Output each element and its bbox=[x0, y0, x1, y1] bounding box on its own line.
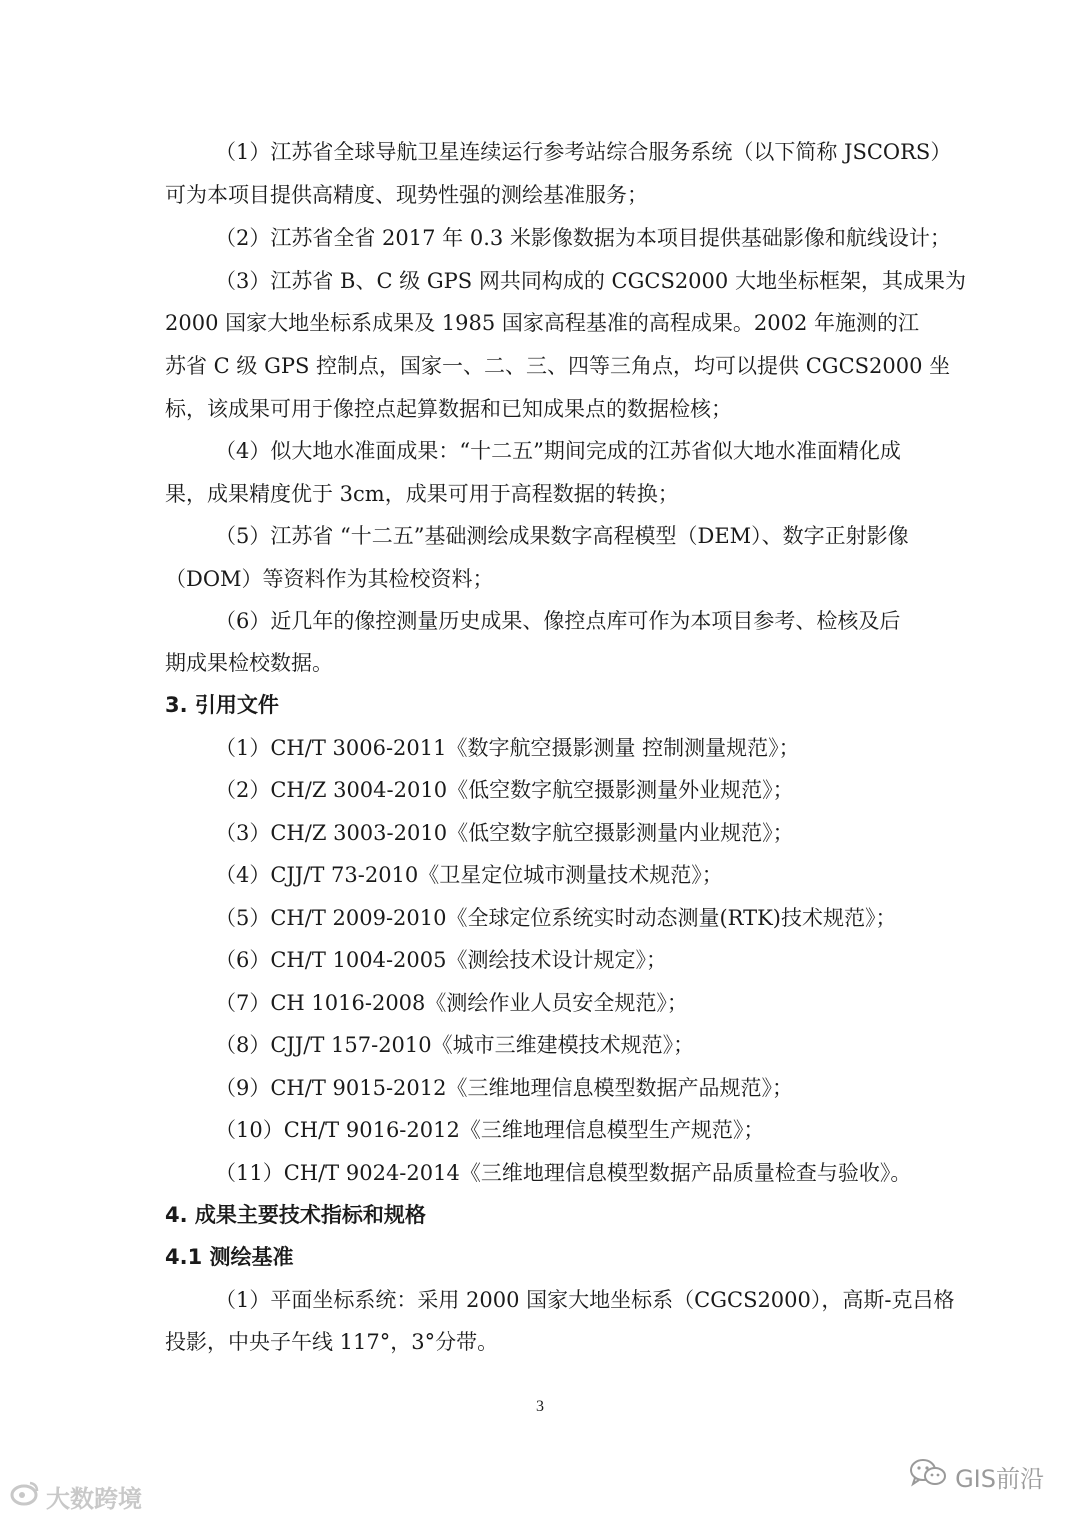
reference-item: （2）CH/Z 3004-2010《低空数字航空摄影测量外业规范》； bbox=[215, 778, 794, 802]
reference-item: （11）CH/T 9024-2014《三维地理信息模型数据产品质量检查与验收》。 bbox=[215, 1161, 912, 1185]
paragraph-line: 苏省 C 级 GPS 控制点，国家一、二、三、四等三角点，均可以提供 CGCS2000 坐 bbox=[165, 354, 951, 378]
paragraph-line: （1）平面坐标系统：采用 2000 国家大地坐标系（CGCS2000），高斯-克吕格 bbox=[215, 1288, 955, 1312]
paragraph-line: 2000 国家大地坐标系成果及 1985 国家高程基准的高程成果。2002 年施测的江 bbox=[165, 311, 920, 335]
wechat-icon bbox=[909, 1458, 947, 1494]
watermark-right-text: GIS前沿 bbox=[955, 1464, 1044, 1493]
paragraph-line: （1）江苏省全球导航卫星连续运行参考站综合服务系统（以下简称 JSCORS） bbox=[215, 140, 952, 164]
reference-item: （3）CH/Z 3003-2010《低空数字航空摄影测量内业规范》； bbox=[215, 821, 794, 845]
reference-item: （1）CH/T 3006-2011《数字航空摄影测量 控制测量规范》； bbox=[215, 736, 800, 760]
paragraph-line: 投影，中央子午线 117°，3°分带。 bbox=[165, 1330, 499, 1354]
page-number: 3 bbox=[536, 1398, 544, 1415]
paragraph-line: 标，该成果可用于像控点起算数据和已知成果点的数据检核； bbox=[165, 397, 732, 421]
section-heading: 3. 引用文件 bbox=[165, 693, 279, 717]
paragraph-line: （5）江苏省 “十二五”基础测绘成果数字高程模型（DEM）、数字正射影像 bbox=[215, 524, 909, 548]
section-heading: 4. 成果主要技术指标和规格 bbox=[165, 1203, 426, 1227]
subsection-heading: 4.1 测绘基准 bbox=[165, 1245, 294, 1269]
paragraph-line: 果，成果精度优于 3cm，成果可用于高程数据的转换； bbox=[165, 482, 679, 506]
paragraph-line: 可为本项目提供高精度、现势性强的测绘基准服务； bbox=[165, 183, 648, 207]
reference-item: （9）CH/T 9015-2012《三维地理信息模型数据产品规范》； bbox=[215, 1076, 793, 1100]
reference-item: （7）CH 1016-2008《测绘作业人员安全规范》； bbox=[215, 991, 688, 1015]
watermark-right bbox=[909, 1458, 1044, 1494]
reference-item: （10）CH/T 9016-2012《三维地理信息模型生产规范》； bbox=[215, 1118, 765, 1142]
reference-item: （6）CH/T 1004-2005《测绘技术设计规定》； bbox=[215, 948, 667, 972]
reference-item: （4）CJJ/T 73-2010《卫星定位城市测量技术规范》； bbox=[215, 863, 723, 887]
paragraph-line: （DOM）等资料作为其检校资料； bbox=[165, 567, 494, 591]
paragraph-line: 期成果检校数据。 bbox=[165, 651, 333, 675]
paragraph-line: （6）近几年的像控测量历史成果、像控点库可作为本项目参考、检核及后 bbox=[215, 609, 901, 633]
paragraph-line: （2）江苏省全省 2017 年 0.3 米影像数据为本项目提供基础影像和航线设计； bbox=[215, 226, 951, 250]
watermark-left bbox=[10, 1478, 142, 1514]
reference-item: （5）CH/T 2009-2010《全球定位系统实时动态测量(RTK)技术规范》； bbox=[215, 906, 897, 930]
weibo-style-logo-icon bbox=[10, 1480, 40, 1512]
paragraph-line: （4）似大地水准面成果：“十二五”期间完成的江苏省似大地水准面精化成 bbox=[215, 439, 901, 463]
watermark-left-text: 大数跨境 bbox=[46, 1484, 142, 1513]
paragraph-line: （3）江苏省 B、C 级 GPS 网共同构成的 CGCS2000 大地坐标框架，其成果为 bbox=[215, 269, 966, 293]
reference-item: （8）CJJ/T 157-2010《城市三维建模技术规范》； bbox=[215, 1033, 695, 1057]
